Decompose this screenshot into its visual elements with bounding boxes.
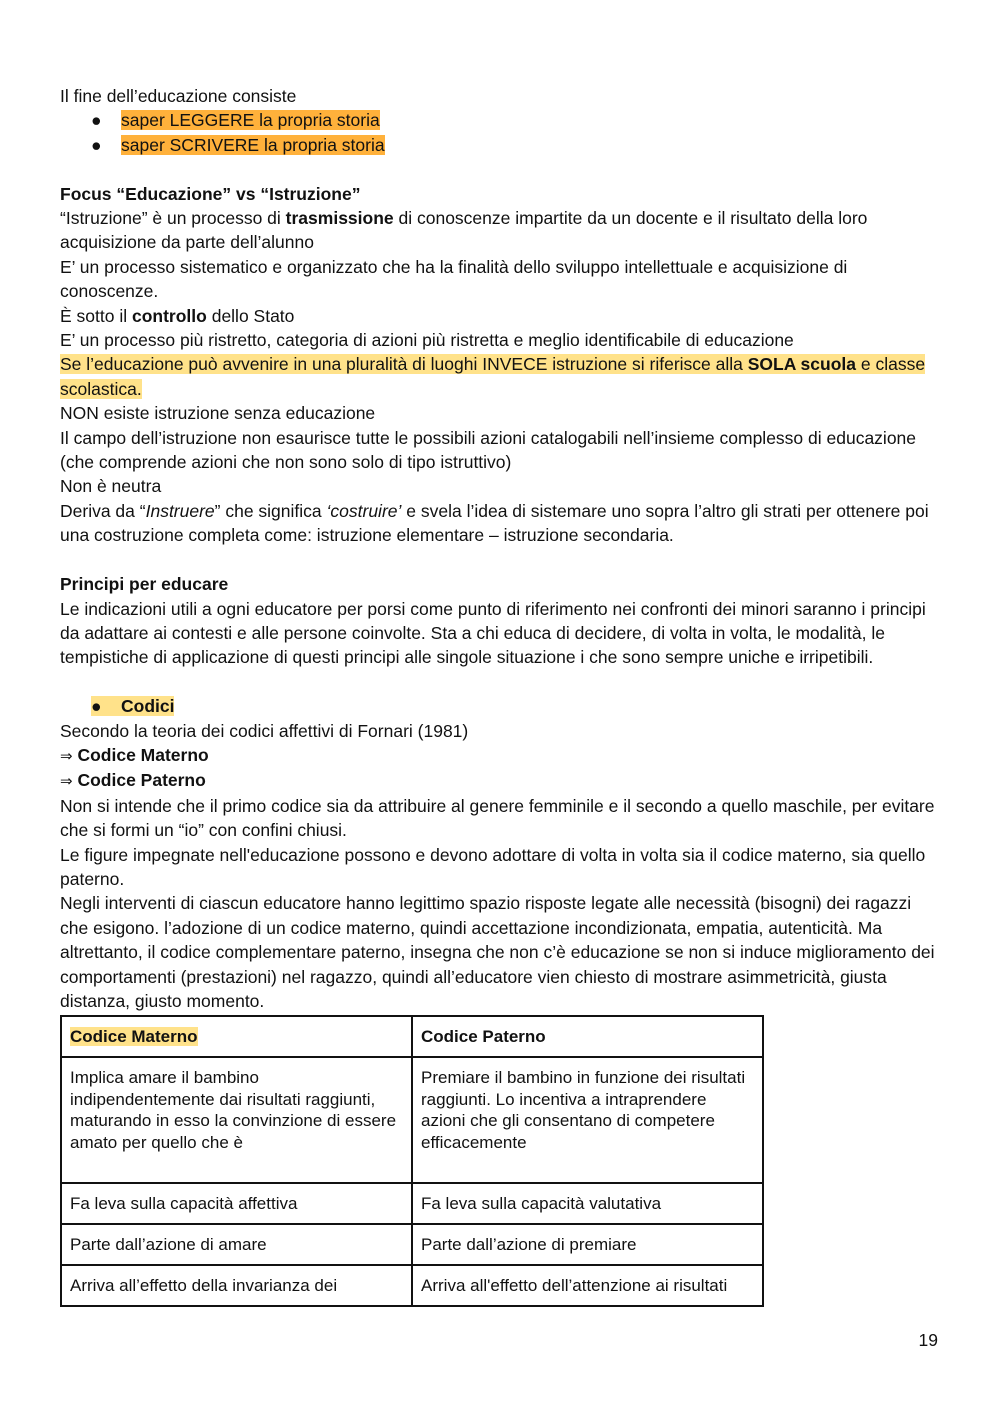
arrow-item: ⇒ Codice Materno <box>60 744 209 765</box>
list-item: ● Codici <box>60 694 940 718</box>
paragraph: NON esiste istruzione senza educazione <box>60 403 376 424</box>
table-header-row <box>61 1016 763 1057</box>
paragraph: È sotto il controllo dello Stato <box>60 305 295 326</box>
intro-line: Il fine dell’educazione consiste <box>60 86 297 106</box>
paragraph: Non è neutra <box>60 476 162 497</box>
table-cell: Fa leva sulla capacità valutativa <box>412 1183 763 1224</box>
highlighted-text: saper LEGGERE la propria storia <box>121 110 380 131</box>
page-number: 19 <box>918 1330 938 1350</box>
list-item <box>60 108 940 132</box>
paragraph: Negli interventi di ciascun educatore hanno legittimo spazio risposte legate alle necessità (bisogni) dei ragazzi che esigono. l’adozione di un codice materno, quindi accettazione incondizionata, empatia, autenticità. Ma altrettanto, il codice complementare paterno, insegna che non c’è educazione se non si induce miglioramento dei comportamenti (prestazioni) nel ragazzo, quindi all’educatore vien chiesto di mostrare asimmetricità, giusta distanza, giusto momento. <box>60 893 935 1011</box>
table-row <box>61 1057 763 1183</box>
list-item <box>60 133 940 157</box>
paragraph: Non si intende che il primo codice sia da attribuire al genere femminile e il secondo a quello maschile, per evitare che si formi un “io” con confini chiusi. <box>60 795 935 841</box>
comparison-table <box>60 1015 764 1307</box>
highlighted-text: saper SCRIVERE la propria storia <box>121 134 385 155</box>
table-cell: Premiare il bambino in funzione dei risultati raggiunti. Lo incentiva a intraprendere azioni che gli consentano di competere efficacemente <box>412 1057 763 1183</box>
table-row <box>61 1183 763 1224</box>
paragraph: “Istruzione” è un processo di trasmissione di conoscenze impartite da un docente e il risultato della loro acquisizione da parte dell’alunno <box>60 208 868 253</box>
bullet-icon: ● <box>91 110 102 131</box>
paragraph: Secondo la teoria dei codici affettivi di Fornari (1981) <box>60 720 469 741</box>
arrow-icon: ⇒ <box>60 746 73 765</box>
bullet-icon: ● <box>91 134 102 155</box>
paragraph: Le indicazioni utili a ogni educatore per porsi come punto di riferimento nei confronti dei minori saranno i principi da adattare ai contesti e alle persone coinvolte. Sta a chi educa di decidere, di volta in volta, le modalità, le tempistiche di applicazione di questi principi alle singole situazione i che sono sempre uniche e irripetibili. <box>60 598 926 668</box>
table-cell: Parte dall’azione di amare <box>61 1224 412 1265</box>
paragraph: Deriva da “Instruere” che significa ‘costruire’ e svela l’idea di sistemare uno sopra l’altro gli strati per ottenere poi una costruzione completa come: istruzione elementare – istruzione secondaria. <box>60 500 929 546</box>
paragraph: Le figure impegnate nell'educazione possono e devono adottare di volta in volta sia il codice materno, sia quello paterno. <box>60 844 926 889</box>
paragraph: Il campo dell’istruzione non esaurisce tutte le possibili azioni catalogabili nell’insieme complesso di educazione (che comprende azioni che non sono solo di tipo istruttivo) <box>60 427 917 473</box>
table-cell: Parte dall’azione di premiare <box>412 1224 763 1265</box>
table-cell: Fa leva sulla capacità affettiva <box>61 1183 412 1224</box>
section-heading-focus: Focus “Educazione” vs “Istruzione” <box>60 183 361 204</box>
table-cell: Arriva all'effetto dell’attenzione ai risultati <box>412 1265 763 1306</box>
table-cell: Arriva all’effetto della invarianza dei <box>61 1265 412 1306</box>
arrow-icon: ⇒ <box>60 772 73 791</box>
table-header-cell: Codice Materno <box>61 1016 412 1057</box>
table-cell: Implica amare il bambino indipendentemente dai risultati raggiunti, maturando in esso la convinzione di essere amato per quello che è <box>61 1057 412 1183</box>
table-row <box>61 1224 763 1265</box>
bullet-icon: ● <box>91 696 102 717</box>
paragraph: E’ un processo sistematico e organizzato che ha la finalità dello sviluppo intellettuale e acquisizione di conoscenze. <box>60 256 848 302</box>
document-page <box>60 84 940 1307</box>
arrow-item: ⇒ Codice Paterno <box>60 770 206 791</box>
paragraph: E’ un processo più ristretto, categoria di azioni più ristretta e meglio identificabile di educazione <box>60 330 794 351</box>
table-row <box>61 1265 763 1306</box>
highlighted-paragraph: Se l’educazione può avvenire in una pluralità di luoghi INVECE istruzione si riferisce alla SOLA scuola e classe scolastica. <box>60 354 926 399</box>
table-header-cell: Codice Paterno <box>412 1016 763 1057</box>
section-heading-principi: Principi per educare <box>60 574 229 595</box>
